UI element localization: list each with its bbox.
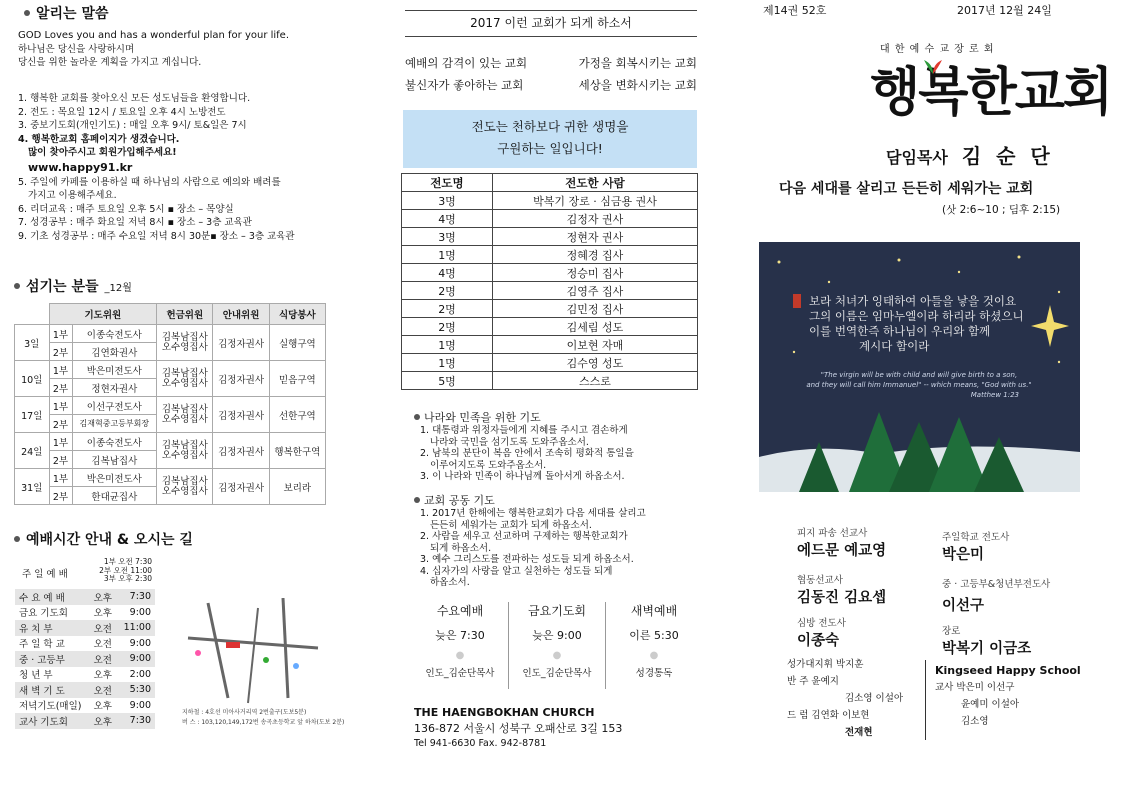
serve-title: 섬기는 분들 [26,279,99,295]
guide-member: 김정자권사 [213,361,269,397]
church-slogan: 다음 세대를 살리고 든든히 세워가는 교회 [779,181,1034,197]
prayer-item: 4. 십자가의 사랑을 알고 실천하는 성도들 되게 [420,565,613,577]
table-row [402,318,698,336]
service-name: 청 년 부 [19,670,53,682]
table-row [15,433,326,451]
evangel-count: 5명 [402,372,493,390]
motto-item: 불신자가 좋아하는 교회 [405,78,524,92]
prayer-member: 김재혁중고등부회장 [72,415,157,433]
service-name: 수 요 예 배 [15,589,90,605]
weekly-time: 이른 5:30 [629,629,679,642]
guide-member: 김정자권사 [213,397,269,433]
evangel-person: 김세림 성도 [493,318,698,336]
service-ampm: 오후 [93,670,112,682]
weekly-services [412,598,702,693]
service-name: 중 · 고등부 [15,651,90,667]
service-time: 7:30 [118,589,155,605]
table-row [402,300,698,318]
music-line: 전재현 [845,727,873,738]
evangel-count: 3명 [402,228,493,246]
prayer-church-title: 교회 공동 기도 [424,494,495,507]
notice-item: 4. 행복한교회 홈페이지가 생겼습니다. [18,133,180,145]
issue-date: 2017년 12월 24일 [957,4,1052,17]
notice-item: 7. 성경공부 : 매주 화요일 저녁 8시 ▪ 장소 – 3층 교육관 [18,217,252,228]
prayer-item: 되게 하옵소서. [430,542,492,554]
evangel-person: 정현자 권사 [493,228,698,246]
notice-item: 가지고 이용해주세요. [28,190,117,201]
evangel-count: 4명 [402,264,493,282]
sunday-time: 1부 오전 7:30 [103,557,152,566]
map-poi-icon [195,650,201,656]
evangel-quote: 구원하는 일입니다! [497,141,603,156]
notice-item: 5. 주일에 카페를 이용하실 때 하나님의 사람으로 예의와 배려를 [18,176,281,188]
part-label: 2부 [49,451,72,469]
dot-icon: ● [455,650,465,661]
serve-heading [14,276,132,296]
serve-date: 3일 [15,325,50,361]
evangel-person: 스스로 [493,372,698,390]
table-row [402,192,698,210]
service-ampm: 오전 [93,639,112,651]
service-ampm: 오후 [90,589,118,605]
evangel-person: 정승미 집사 [493,264,698,282]
offering-member: 오수영집사 [161,413,208,425]
notice-title: 알리는 말씀 [36,6,109,22]
weekly-preacher: 성경통독 [635,668,673,679]
evangel-header: 전도명 [402,174,493,192]
service-name: 유 치 부 [15,620,90,636]
part-label: 1부 [49,325,72,343]
music-line: 성가대지휘 박지훈 [787,659,864,670]
service-time: 7:30 [118,713,155,729]
prayer-nation-heading [414,409,634,425]
music-line: 김소영 이설아 [845,693,904,704]
pastor-line [886,140,1054,169]
card-verse-line: 보라 처녀가 잉태하여 아들을 낳을 것이요 [809,294,1017,308]
church-name-en: THE HAENGBOKHAN CHURCH [414,706,595,719]
table-row [15,361,326,379]
staff-name: 에드문 예교영 [797,543,887,559]
church-marker-icon [226,642,240,648]
denomination: 대 한 예 수 교 장 로 회 [880,44,995,55]
prayer-nation [414,409,634,483]
notice-item: 6. 리더교육 : 매주 토요일 오후 5시 ▪ 장소 – 목양실 [18,203,234,215]
prayer-item: 나라와 국민을 섬기도록 도와주옵소서. [430,436,589,448]
kitchen-group: 행복한구역 [269,433,325,469]
table-row [15,651,155,667]
bullet-icon [414,414,420,420]
motto-list [405,52,697,96]
evangel-person: 이보현 자매 [493,336,698,354]
evangel-count: 3명 [402,192,493,210]
prayer-member: 박은미전도사 [72,361,157,379]
map-caption [182,708,344,728]
staff-name: 박복기 이금조 [942,641,1032,657]
evangel-count: 1명 [402,354,493,372]
offering-member: 오수영집사 [161,377,208,389]
music-line: 드 럼 김연화 이보현 [787,710,870,721]
notice-line3: 당신을 위한 놀라운 계획을 가지고 계십니다. [18,57,202,68]
table-row [15,469,326,487]
service-ampm: 오전 [90,682,118,698]
prayer-member: 정현자권사 [72,379,157,397]
offering-members [157,325,213,361]
map-road [283,598,288,698]
prayer-member: 김연화권사 [72,343,157,361]
card-reference: Matthew 1:23 [970,391,1019,399]
table-row [15,620,155,636]
evangel-person: 김영주 집사 [493,282,698,300]
evangel-person: 정혜경 집사 [493,246,698,264]
part-label: 1부 [49,361,72,379]
evangel-table [401,173,698,390]
offering-member: 오수영집사 [161,341,208,353]
weekly-preacher: 인도_김순단목사 [522,668,592,679]
dot-icon: ● [649,650,659,661]
serve-date: 10일 [15,361,50,397]
service-name: 금요 기도회 [19,608,68,620]
issue-number: 제14권 52호 [763,4,827,17]
prayer-item: 1. 대통령과 위정자들에게 지혜를 주시고 겸손하게 [420,425,628,436]
offering-members [157,397,213,433]
weekly-time: 늦은 7:30 [435,629,485,642]
service-time: 9:00 [129,637,151,649]
table-row [15,713,155,729]
kitchen-group: 믿음구역 [269,361,325,397]
staff-role: 주일학교 전도사 [942,532,1010,543]
serve-month: _12월 [104,282,132,294]
offering-members [157,469,213,505]
weekly-time: 늦은 9:00 [532,629,582,642]
notice-body [18,29,289,70]
notice-list [18,92,295,243]
church-tel: Tel 941-6630 Fax. 942-8781 [414,738,547,749]
map-poi-icon [263,657,269,663]
service-name: 주 일 학 교 [19,639,65,651]
table-row [15,636,155,652]
staff-role: 중 · 고등부&청년부전도사 [942,579,1051,590]
serve-header: 안내위원 [213,304,269,325]
prayer-item: 1. 2017년 한해에는 행복한교회가 다음 세대를 살리고 [420,508,646,519]
table-row [402,264,698,282]
motto-item: 가정을 회복시키는 교회 [578,56,697,70]
divider [925,660,926,740]
notice-item: 1. 행복한 교회를 찾아오신 모든 성도님들을 환영합니다. [18,93,251,104]
notice-english: GOD Loves you and has a wonderful plan for your life. [18,30,290,41]
evangel-count: 2명 [402,282,493,300]
notice-item: 3. 중보기도회(개인기도) : 매일 오후 9시/ 토&일은 7시 [18,120,247,131]
service-time: 5:30 [118,682,155,698]
staff-name: 이선구 [942,598,985,614]
card-verse-line: and they will call him Immanuel" -- which means, "God with us." [806,381,1032,389]
table-row [402,282,698,300]
card-verse-line: "The virgin will be with child and will give birth to a son, [820,371,1018,379]
sunday-service [22,558,154,586]
schedule-table [15,589,155,729]
table-row [15,325,326,343]
serve-header: 헌금위원 [157,304,213,325]
notice-item: 9. 기초 성경공부 : 매주 수요일 저녁 8시 30분▪ 장소 – 3층 교육관 [18,230,295,242]
prayer-church [414,492,646,589]
service-time: 9:00 [129,699,151,711]
staff-right [942,529,1050,658]
table-row [15,397,326,415]
bullet-icon [14,536,20,542]
serve-date: 17일 [15,397,50,433]
prayer-member: 한대균집사 [72,487,157,505]
serve-header: 식당봉사 [269,304,325,325]
serve-table [14,303,326,505]
part-label: 1부 [49,397,72,415]
offering-member: 김복남집사 [161,331,208,343]
notice-line2: 하나님은 당신을 사랑하시며 [18,43,135,55]
guide-member: 김정자권사 [213,325,269,361]
offering-member: 오수영집사 [161,449,208,461]
card-scene [759,242,1080,492]
prayer-member: 김복남집사 [72,451,157,469]
evangel-header: 전도한 사람 [493,174,698,192]
evangel-person: 박복기 장로 · 심금용 권사 [493,192,698,210]
evangel-person: 김정자 권사 [493,210,698,228]
notice-item: 많이 찾아주시고 회원가입해주세요! [28,147,177,158]
music-team [787,656,903,741]
notice-item: 2. 전도 : 목요일 12시 / 토요일 오후 4시 노방전도 [18,106,226,118]
serve-header: 기도위원 [49,304,157,325]
table-row [402,372,698,390]
service-time: 2:00 [129,668,151,680]
prayer-nation-title: 나라와 민족을 위한 기도 [424,411,541,424]
card-verse-line: 그의 이름은 임마누엘이라 하리라 하셨으니 [809,309,1024,323]
offering-member: 김복남집사 [161,439,208,451]
part-label: 2부 [49,487,72,505]
kingseed-school [935,662,1081,730]
table-row [402,354,698,372]
staff-role: 협동선교사 [797,575,843,586]
service-ampm: 오후 [90,713,118,729]
evangel-count: 1명 [402,246,493,264]
card-verse-line: 이를 번역한즉 하나님이 우리와 함께 [809,324,991,338]
part-label: 2부 [49,415,72,433]
prayer-member: 이종숙전도사 [72,325,157,343]
service-ampm: 오전 [90,620,118,636]
church-logo-title: 행복한교회 [870,63,1112,123]
card-english-verse [779,370,1059,400]
staff-left [797,525,886,650]
bullet-icon [24,10,30,16]
part-label: 1부 [49,433,72,451]
prayer-nation-items [414,425,634,483]
school-line: 교사 박은미 이선구 [935,682,1015,693]
pastor-name: 김 순 단 [961,144,1054,168]
school-line: 김소영 [961,716,989,727]
weekly-service [606,598,702,693]
service-time: 9:00 [129,606,151,618]
service-ampm: 오후 [93,608,112,620]
table-row [402,336,698,354]
sunday-times [86,558,152,584]
weekly-service [412,598,508,693]
service-ampm: 오후 [93,701,112,713]
table-row [402,246,698,264]
evangel-person: 김수영 성도 [493,354,698,372]
serve-date: 24일 [15,433,50,469]
table-row [15,698,155,714]
service-time: 9:00 [118,651,155,667]
map-poi-icon [293,663,299,669]
table-row [15,589,155,605]
staff-name: 이종숙 [797,633,840,649]
table-row [15,682,155,698]
kitchen-group: 선한구역 [269,397,325,433]
prayer-item: 2. 남북의 분단이 복음 안에서 조속히 평화적 통일을 [420,448,634,459]
service-time: 11:00 [118,620,155,636]
music-line: 반 주 윤예지 [787,676,839,687]
motto-title: 2017 이런 교회가 되게 하소서 [405,10,697,37]
service-name: 새 벽 기 도 [15,682,90,698]
part-label: 2부 [49,379,72,397]
weekly-preacher: 인도_김순단목사 [425,668,495,679]
pastor-label: 담임목사 [886,148,948,167]
dot-icon: ● [552,650,562,661]
guide-member: 김정자권사 [213,469,269,505]
school-title: Kingseed Happy School [935,664,1081,677]
map-road [248,608,258,703]
weekly-service [509,598,605,693]
notice-heading [24,3,109,23]
evangel-person: 김민정 집사 [493,300,698,318]
table-row [402,228,698,246]
prayer-item: 3. 예수 그리스도를 전파하는 성도들 되게 하옵소서. [420,554,634,565]
staff-name: 박은미 [942,547,985,563]
evangel-count: 2명 [402,318,493,336]
staff-role: 장로 [942,626,961,637]
sunday-time: 3부 오후 2:30 [103,574,152,583]
map-road [208,603,228,698]
location-map-image [168,598,333,710]
prayer-member: 이종숙전도사 [72,433,157,451]
prayer-item: 이루어지도록 도와주옵소서. [430,459,547,471]
bullet-icon [14,283,20,289]
prayer-item: 2. 사람을 세우고 선교하며 구제하는 행복한교회가 [420,531,628,542]
homepage-link[interactable]: www.happy91.kr [28,160,133,174]
offering-member: 김복남집사 [161,403,208,415]
serve-date: 31일 [15,469,50,505]
guide-member: 김정자권사 [213,433,269,469]
service-name: 교사 기도회 [15,713,90,729]
service-name: 저녁기도(매일) [19,701,82,713]
part-label: 2부 [49,343,72,361]
sunday-time: 2부 오전 11:00 [99,565,152,575]
seal-stamp-icon [793,294,801,308]
card-korean-verse [809,294,1039,354]
table-row [402,210,698,228]
offering-members [157,361,213,397]
schedule-title: 예배시간 안내 & 오시는 길 [26,532,193,548]
offering-member: 김복남집사 [161,367,208,379]
offering-member: 오수영집사 [161,485,208,497]
card-verse-line: 계시다 함이라 [859,339,930,353]
map-caption-bus: 버 스 : 103,120,149,172번 송곡초등학교 앞 하차(도보 2분) [182,719,345,726]
bullet-icon [414,497,420,503]
motto-item: 예배의 감격이 있는 교회 [405,56,528,70]
weekly-title: 금요기도회 [528,604,586,618]
slogan-verse: (삿 2:6~10 ; 딤후 2:15) [942,204,1061,216]
church-address [414,705,622,750]
church-addr: 136-872 서울시 성북구 오패산로 3길 153 [414,722,623,735]
prayer-item: 3. 이 나라와 민족이 하나님께 돌아서게 하옵소서. [420,471,625,482]
map-caption-subway: 지하철 : 4호선 미아사거리역 2번출구(도보5분) [182,709,307,716]
evangel-count: 1명 [402,336,493,354]
schedule-heading [14,529,193,549]
prayer-church-items [414,508,646,589]
kitchen-group: 보리라 [269,469,325,505]
kitchen-group: 실행구역 [269,325,325,361]
prayer-item: 하옵소서. [430,577,470,588]
christmas-card-image [759,242,1080,492]
evangel-quote-box [403,110,697,168]
evangel-quote: 전도는 천하보다 귀한 생명을 [471,119,629,134]
staff-role: 심방 전도사 [797,618,846,629]
prayer-member: 박은미전도사 [72,469,157,487]
evangel-count: 4명 [402,210,493,228]
weekly-title: 새벽예배 [630,604,678,618]
evangel-count: 2명 [402,300,493,318]
weekly-title: 수요예배 [436,604,484,618]
logo-sprout-icon [918,56,948,76]
prayer-member: 이선구전도사 [72,397,157,415]
part-label: 1부 [49,469,72,487]
table-row [15,667,155,683]
staff-role: 피지 파송 선교사 [797,528,868,539]
staff-name: 김동진 김요셉 [797,590,887,606]
prayer-church-heading [414,492,646,508]
school-line: 윤예미 이설아 [961,699,1020,710]
motto-item: 세상을 변화시키는 교회 [578,78,697,92]
table-row [15,605,155,621]
prayer-item: 든든히 세워가는 교회가 되게 하옵소서. [430,519,592,531]
offering-member: 김복남집사 [161,475,208,487]
sunday-label: 주 일 예 배 [22,569,68,580]
offering-members [157,433,213,469]
service-ampm: 오전 [90,651,118,667]
